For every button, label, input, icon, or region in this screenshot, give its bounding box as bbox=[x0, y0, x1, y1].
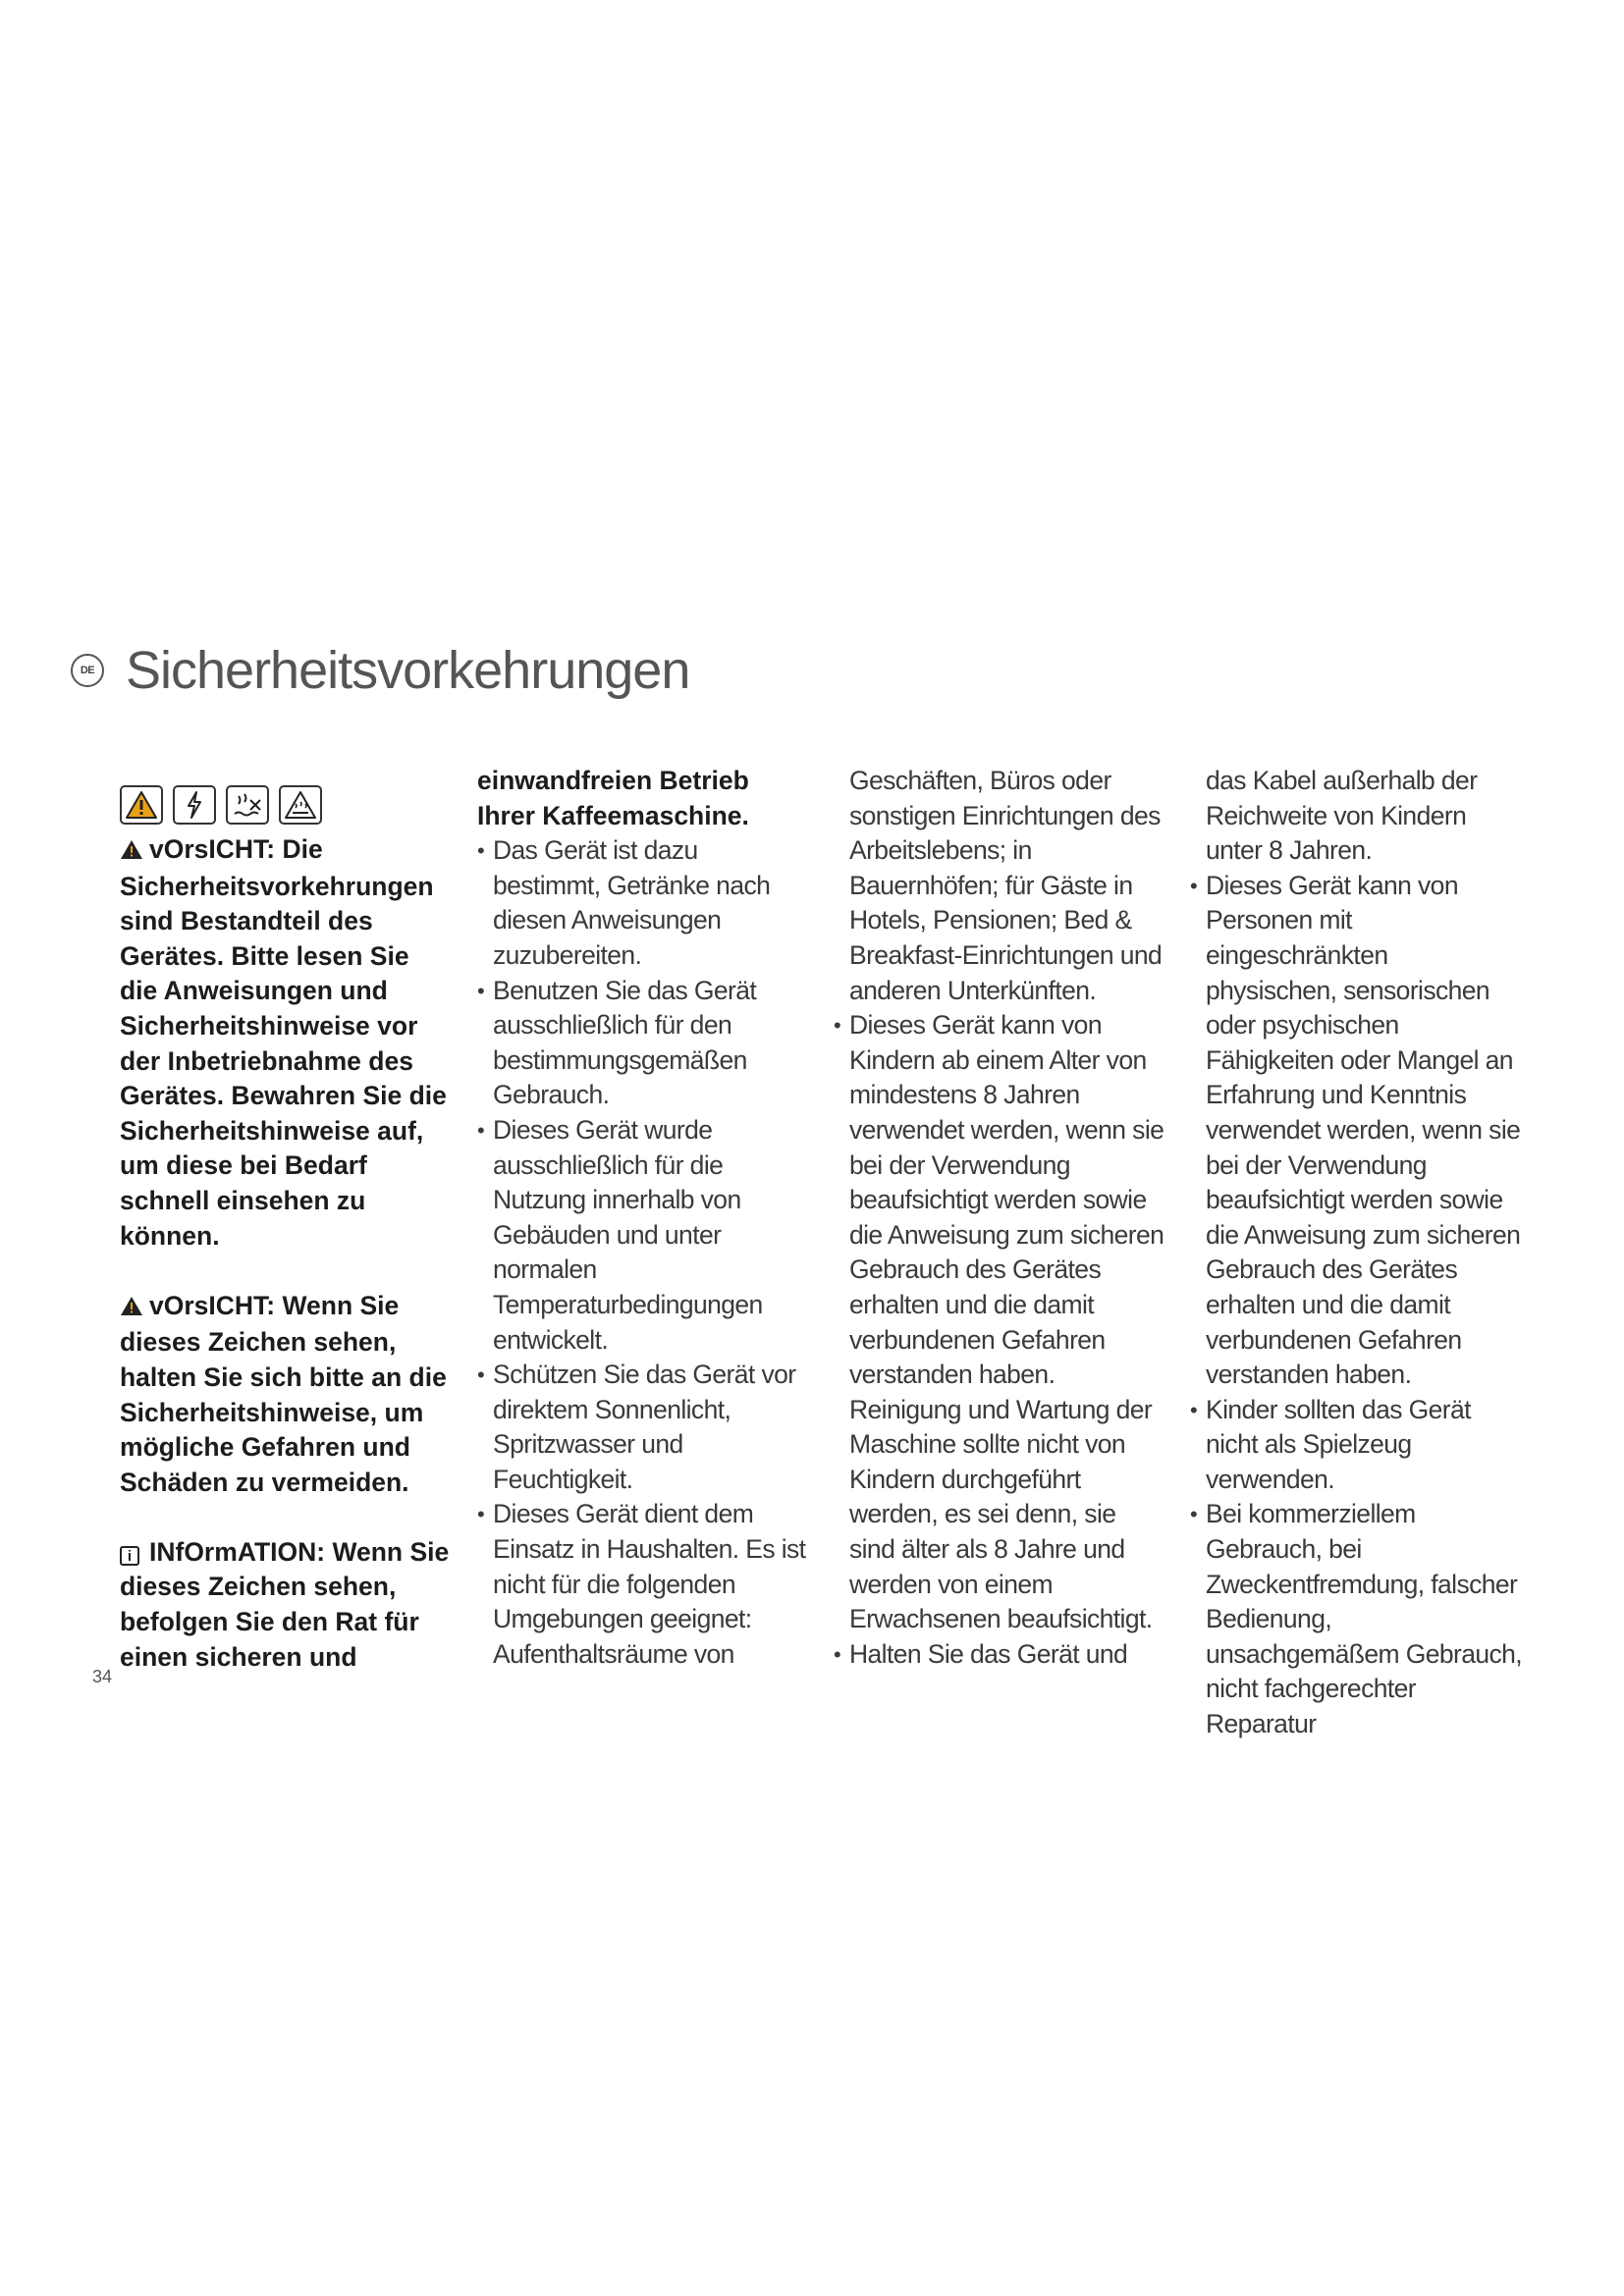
list-item: • Dieses Gerät kann von Kindern ab einem Alter von mindestens 8 Jahren verwendet werden, wenn sie bei der Verwendung beaufsichtigt werden sowie die Anweisung zum sicheren Gebrauch des Gerätes erhalten und die damit verbundenen Gefahren verstanden haben. Reinigung und Wartung der Maschine sollte nicht von Kindern durchgeführt werden, es sei denn, sie sind älter als 8 Jahre und werden von einem Erwachsenen beaufsichtigt. bbox=[834, 1008, 1167, 1637]
hot-surface-icon bbox=[279, 785, 322, 825]
continuation-text: das Kabel außerhalb der Reichweite von Kindern unter 8 Jahren. bbox=[1206, 766, 1478, 866]
info-label: INfOrmATION: bbox=[149, 1536, 326, 1567]
safety-list bbox=[477, 833, 811, 1672]
list-item: • Benutzen Sie das Gerät ausschließlich für den bestimmungsgemäßen Gebrauch. bbox=[477, 974, 811, 1113]
safety-list bbox=[1190, 869, 1524, 1742]
list-item: • Dieses Gerät kann von Personen mit eingeschränkten physischen, sensorischen oder psychischen Fähigkeiten oder Mangel an Erfahrung und Kenntnis verwendet werden, wenn sie bei der Verwendung beaufsichtigt werden sowie die Anweisung zum sicheren Gebrauch des Gerätes erhalten und die damit verbundenen Gefahren verstanden haben. bbox=[1190, 869, 1524, 1393]
continuation-text: Geschäften, Büros oder sonstigen Einrichtungen des Arbeitslebens; in Bauernhöfen; für Gäste in Hotels, Pensionen; Bed & Breakfast-Einrichtungen und anderen Unterkünften. bbox=[849, 766, 1163, 1005]
page-number: 34 bbox=[92, 1667, 113, 1686]
column-1 bbox=[120, 785, 454, 1675]
list-item: • Schützen Sie das Gerät vor direktem Sonnenlicht, Spritzwasser und Feuchtigkeit. bbox=[477, 1358, 811, 1497]
column-2 bbox=[477, 764, 811, 1672]
warning-triangle-icon bbox=[120, 1291, 143, 1326]
safety-icons-row bbox=[120, 785, 454, 825]
info-paragraph bbox=[120, 1535, 454, 1675]
no-water-immersion-icon bbox=[226, 785, 269, 825]
page-title: Sicherheitsvorkehrungen bbox=[126, 641, 690, 700]
list-item: • Dieses Gerät dient dem Einsatz in Haushalten. Es ist nicht für die folgenden Umgebungen geeignet: Aufenthaltsräume von bbox=[477, 1497, 811, 1672]
warning-paragraph-2 bbox=[120, 1289, 454, 1501]
page-heading bbox=[71, 640, 689, 701]
warning-paragraph-1 bbox=[120, 832, 454, 1254]
warning-triangle-icon bbox=[120, 834, 143, 870]
intro-text: einwandfreien Betrieb Ihrer Kaffeemaschine. bbox=[477, 766, 749, 830]
column-4 bbox=[1190, 764, 1524, 1742]
warning-label: vOrsICHT: bbox=[149, 834, 276, 864]
warning-text: Die Sicherheitsvorkehrungen sind Bestandteil des Gerätes. Bitte lesen Sie die Anweisungen und Sicherheitshinweise vor der Inbetriebnahme des Gerätes. Bewahren Sie die Sicherheitshinweise auf, um diese bei Bedarf schnell einsehen zu können. bbox=[120, 834, 447, 1251]
info-icon: i bbox=[120, 1546, 139, 1566]
list-item: • Dieses Gerät wurde ausschließlich für die Nutzung innerhalb von Gebäuden und unter normalen Temperaturbedingungen entwickelt. bbox=[477, 1113, 811, 1358]
list-item: • Das Gerät ist dazu bestimmt, Getränke nach diesen Anweisungen zuzubereiten. bbox=[477, 833, 811, 973]
language-badge: DE bbox=[71, 654, 104, 687]
list-item: • Bei kommerziellem Gebrauch, bei Zweckentfremdung, falscher Bedienung, unsachgemäßem Gebrauch, nicht fachgerechter Reparatur bbox=[1190, 1497, 1524, 1741]
warning-triangle-icon bbox=[120, 785, 163, 825]
warning-label: vOrsICHT: bbox=[149, 1290, 276, 1320]
warning-text: Wenn Sie dieses Zeichen sehen, halten Sie sich bitte an die Sicherheitshinweise, um mögliche Gefahren und Schäden zu vermeiden. bbox=[120, 1290, 447, 1497]
safety-list bbox=[834, 1008, 1167, 1672]
list-item: • Halten Sie das Gerät und bbox=[834, 1637, 1167, 1673]
info-text: Wenn Sie dieses Zeichen sehen, befolgen Sie den Rat für einen sicheren und bbox=[120, 1536, 450, 1672]
column-3 bbox=[834, 764, 1167, 1672]
electric-shock-icon bbox=[173, 785, 216, 825]
list-item: • Kinder sollten das Gerät nicht als Spielzeug verwenden. bbox=[1190, 1393, 1524, 1498]
